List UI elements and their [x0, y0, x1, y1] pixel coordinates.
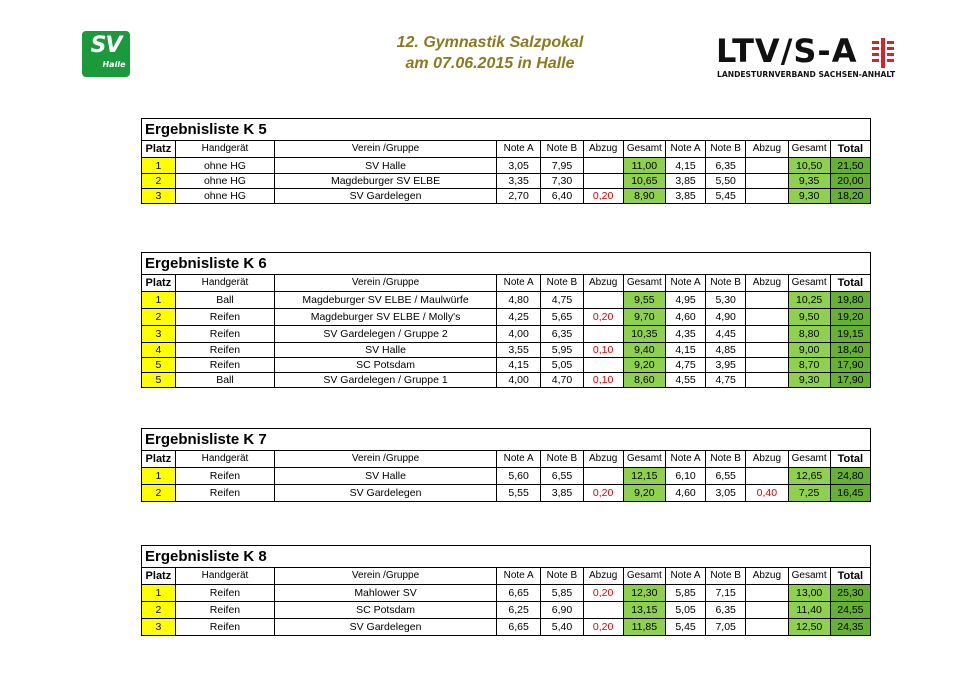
cell-gesamt-2: 10,50 [788, 158, 830, 174]
column-header-note-a-1: Note A [496, 141, 540, 158]
cell-note-a-1: 6,65 [496, 619, 540, 636]
cell-total: 18,20 [830, 189, 870, 204]
table-title: Ergebnisliste K 8 [141, 545, 871, 567]
cell-total: 24,55 [830, 602, 870, 619]
table-row [142, 343, 871, 358]
cell-note-a-1: 3,55 [496, 343, 540, 358]
cell-note-a-1: 6,65 [496, 585, 540, 602]
cell-platz: 3 [142, 189, 176, 204]
cell-note-a-2: 3,85 [665, 174, 705, 189]
cell-gesamt-1: 8,60 [623, 373, 665, 388]
cell-gesamt-2: 7,25 [788, 485, 830, 502]
column-header-verein: Verein /Gruppe [275, 451, 497, 468]
cell-note-a-1: 3,35 [496, 174, 540, 189]
cell-abzug-2 [746, 158, 788, 174]
column-header-note-a-1: Note A [496, 275, 540, 292]
cell-platz: 5 [142, 373, 176, 388]
cell-note-b-1: 6,55 [541, 468, 583, 485]
cell-note-b-1: 5,65 [541, 309, 583, 326]
cell-abzug-2 [746, 602, 788, 619]
cell-total: 16,45 [830, 485, 870, 502]
cell-gesamt-2: 9,30 [788, 189, 830, 204]
cell-note-b-2: 4,90 [706, 309, 746, 326]
cell-gesamt-2: 9,30 [788, 373, 830, 388]
cell-abzug-2 [746, 343, 788, 358]
cell-abzug-1: 0,20 [583, 189, 623, 204]
cell-note-b-1: 6,35 [541, 326, 583, 343]
cell-note-b-2: 6,35 [706, 158, 746, 174]
cell-platz: 2 [142, 309, 176, 326]
cell-abzug-1: 0,10 [583, 373, 623, 388]
column-header-abzug-2: Abzug [746, 451, 788, 468]
cell-verein: SC Potsdam [275, 602, 497, 619]
cell-abzug-2 [746, 326, 788, 343]
column-header-abzug-2: Abzug [746, 141, 788, 158]
cell-gesamt-1: 11,00 [623, 158, 665, 174]
cell-total: 25,30 [830, 585, 870, 602]
ltv-logo-subtitle: LANDESTURNVERBAND SACHSEN-ANHALT [717, 70, 896, 79]
column-header-abzug-1: Abzug [583, 451, 623, 468]
cell-handgeraet: Reifen [175, 485, 274, 502]
table-row [142, 309, 871, 326]
column-header-verein: Verein /Gruppe [275, 141, 497, 158]
cell-gesamt-1: 13,15 [623, 602, 665, 619]
cell-note-a-1: 5,55 [496, 485, 540, 502]
cell-note-a-2: 3,85 [665, 189, 705, 204]
cell-gesamt-1: 9,55 [623, 292, 665, 309]
cell-abzug-2 [746, 468, 788, 485]
cell-verein: SV Gardelegen [275, 189, 497, 204]
cell-note-b-1: 6,90 [541, 602, 583, 619]
cell-platz: 4 [142, 343, 176, 358]
cell-note-b-1: 5,95 [541, 343, 583, 358]
table-row [142, 158, 871, 174]
cell-platz: 1 [142, 468, 176, 485]
column-header-note-b-1: Note B [541, 275, 583, 292]
cell-note-a-1: 4,15 [496, 358, 540, 373]
column-header-note-a-1: Note A [496, 451, 540, 468]
cell-abzug-1 [583, 468, 623, 485]
cell-note-a-2: 4,15 [665, 343, 705, 358]
cell-total: 24,35 [830, 619, 870, 636]
cell-abzug-1: 0,20 [583, 585, 623, 602]
column-header-total: Total [830, 451, 870, 468]
cell-total: 21,50 [830, 158, 870, 174]
cell-handgeraet: Reifen [175, 326, 274, 343]
column-header-note-a-2: Note A [665, 568, 705, 585]
cell-note-a-2: 4,55 [665, 373, 705, 388]
column-header-platz: Platz [142, 568, 176, 585]
table-row [142, 585, 871, 602]
cell-gesamt-2: 9,00 [788, 343, 830, 358]
cell-abzug-2 [746, 292, 788, 309]
cell-verein: Mahlower SV [275, 585, 497, 602]
cell-abzug-1 [583, 158, 623, 174]
cell-note-a-2: 5,85 [665, 585, 705, 602]
column-header-handgeraet: Handgerät [175, 141, 274, 158]
cell-note-b-2: 7,05 [706, 619, 746, 636]
cell-note-a-2: 6,10 [665, 468, 705, 485]
cell-note-b-2: 6,35 [706, 602, 746, 619]
column-header-note-a-1: Note A [496, 568, 540, 585]
table-row [142, 468, 871, 485]
table-title: Ergebnisliste K 6 [141, 252, 871, 274]
column-header-gesamt-1: Gesamt [623, 451, 665, 468]
cell-handgeraet: Reifen [175, 343, 274, 358]
cell-verein: Magdeburger SV ELBE / Maulwürfe [275, 292, 497, 309]
cell-note-a-1: 6,25 [496, 602, 540, 619]
cell-note-b-2: 3,95 [706, 358, 746, 373]
cell-abzug-2 [746, 585, 788, 602]
table-row [142, 189, 871, 204]
cell-platz: 1 [142, 158, 176, 174]
cell-note-b-1: 5,05 [541, 358, 583, 373]
column-header-total: Total [830, 141, 870, 158]
cell-abzug-2 [746, 174, 788, 189]
cell-total: 19,80 [830, 292, 870, 309]
ltv-logo-text: LTV/S-A [716, 32, 858, 70]
cell-note-b-1: 4,75 [541, 292, 583, 309]
cell-note-b-2: 5,50 [706, 174, 746, 189]
column-header-note-b-2: Note B [706, 275, 746, 292]
cell-note-a-1: 4,00 [496, 373, 540, 388]
cell-note-b-1: 5,85 [541, 585, 583, 602]
cell-platz: 2 [142, 602, 176, 619]
cell-note-b-2: 5,45 [706, 189, 746, 204]
column-header-platz: Platz [142, 275, 176, 292]
column-header-note-b-1: Note B [541, 568, 583, 585]
column-header-note-b-1: Note B [541, 141, 583, 158]
cell-note-a-2: 4,60 [665, 485, 705, 502]
cell-gesamt-2: 9,35 [788, 174, 830, 189]
cell-abzug-1 [583, 602, 623, 619]
table-row [142, 485, 871, 502]
results-table [141, 450, 871, 502]
cell-abzug-1 [583, 174, 623, 189]
cell-handgeraet: Reifen [175, 358, 274, 373]
table-row [142, 619, 871, 636]
cell-gesamt-2: 12,65 [788, 468, 830, 485]
cell-verein: SV Gardelegen / Gruppe 2 [275, 326, 497, 343]
table-row [142, 326, 871, 343]
cell-total: 19,20 [830, 309, 870, 326]
column-header-handgeraet: Handgerät [175, 451, 274, 468]
cell-platz: 1 [142, 292, 176, 309]
column-header-abzug-1: Abzug [583, 568, 623, 585]
cell-note-a-2: 4,15 [665, 158, 705, 174]
cell-gesamt-1: 12,30 [623, 585, 665, 602]
results-table-k7 [141, 428, 871, 502]
column-header-platz: Platz [142, 141, 176, 158]
results-table [141, 140, 871, 204]
cell-gesamt-1: 9,20 [623, 485, 665, 502]
column-header-note-b-2: Note B [706, 568, 746, 585]
cell-abzug-2 [746, 373, 788, 388]
header-row [142, 568, 871, 585]
cell-handgeraet: ohne HG [175, 174, 274, 189]
cell-note-b-2: 7,15 [706, 585, 746, 602]
cell-note-a-2: 4,75 [665, 358, 705, 373]
cell-platz: 2 [142, 174, 176, 189]
column-header-note-b-2: Note B [706, 141, 746, 158]
column-header-verein: Verein /Gruppe [275, 568, 497, 585]
cell-note-a-1: 3,05 [496, 158, 540, 174]
cell-verein: SV Gardelegen [275, 619, 497, 636]
table-row [142, 292, 871, 309]
cell-note-a-2: 4,60 [665, 309, 705, 326]
cell-note-a-2: 4,95 [665, 292, 705, 309]
sv-halle-logo [82, 31, 130, 77]
column-header-handgeraet: Handgerät [175, 568, 274, 585]
cell-note-b-2: 4,85 [706, 343, 746, 358]
cell-handgeraet: Reifen [175, 309, 274, 326]
column-header-abzug-1: Abzug [583, 141, 623, 158]
cell-verein: Magdeburger SV ELBE / Molly's [275, 309, 497, 326]
cell-gesamt-2: 13,00 [788, 585, 830, 602]
cell-note-b-2: 5,30 [706, 292, 746, 309]
cell-note-b-2: 4,45 [706, 326, 746, 343]
cell-platz: 3 [142, 326, 176, 343]
table-row [142, 358, 871, 373]
header-row [142, 451, 871, 468]
results-table-k6 [141, 252, 871, 388]
cell-handgeraet: ohne HG [175, 189, 274, 204]
cell-verein: SV Halle [275, 158, 497, 174]
cell-abzug-1: 0,20 [583, 485, 623, 502]
cell-handgeraet: Ball [175, 373, 274, 388]
table-row [142, 174, 871, 189]
cell-handgeraet: Reifen [175, 468, 274, 485]
table-title: Ergebnisliste K 7 [141, 428, 871, 450]
cell-gesamt-1: 9,20 [623, 358, 665, 373]
cell-note-a-1: 5,60 [496, 468, 540, 485]
cell-gesamt-2: 10,25 [788, 292, 830, 309]
cell-note-b-1: 4,70 [541, 373, 583, 388]
cell-note-a-2: 5,05 [665, 602, 705, 619]
cell-gesamt-1: 8,90 [623, 189, 665, 204]
cell-platz: 1 [142, 585, 176, 602]
cell-handgeraet: Reifen [175, 619, 274, 636]
cell-abzug-2 [746, 309, 788, 326]
results-table [141, 567, 871, 636]
header-row [142, 275, 871, 292]
results-table [141, 274, 871, 388]
column-header-gesamt-2: Gesamt [788, 141, 830, 158]
column-header-note-a-2: Note A [665, 141, 705, 158]
cell-platz: 3 [142, 619, 176, 636]
cell-verein: SV Gardelegen / Gruppe 1 [275, 373, 497, 388]
cell-note-b-1: 6,40 [541, 189, 583, 204]
column-header-abzug-1: Abzug [583, 275, 623, 292]
cell-note-b-1: 7,30 [541, 174, 583, 189]
cell-gesamt-2: 12,50 [788, 619, 830, 636]
cell-note-a-1: 2,70 [496, 189, 540, 204]
cell-platz: 2 [142, 485, 176, 502]
cell-abzug-2 [746, 358, 788, 373]
cell-gesamt-1: 10,35 [623, 326, 665, 343]
cell-note-a-2: 4,35 [665, 326, 705, 343]
column-header-gesamt-2: Gesamt [788, 275, 830, 292]
logo-halle-text: Halle [102, 60, 126, 69]
turner-cross-icon [868, 38, 898, 68]
cell-verein: Magdeburger SV ELBE [275, 174, 497, 189]
cell-handgeraet: Reifen [175, 585, 274, 602]
column-header-note-a-2: Note A [665, 451, 705, 468]
cell-verein: SC Potsdam [275, 358, 497, 373]
cell-abzug-2 [746, 189, 788, 204]
cell-total: 17,90 [830, 373, 870, 388]
page-title-line1: 12. Gymnastik Salzpokal [396, 34, 584, 51]
cell-gesamt-1: 9,70 [623, 309, 665, 326]
cell-handgeraet: ohne HG [175, 158, 274, 174]
cell-gesamt-1: 10,65 [623, 174, 665, 189]
column-header-gesamt-1: Gesamt [623, 568, 665, 585]
cell-abzug-1: 0,20 [583, 309, 623, 326]
cell-note-b-2: 6,55 [706, 468, 746, 485]
cell-handgeraet: Ball [175, 292, 274, 309]
results-table-k8 [141, 545, 871, 636]
column-header-gesamt-2: Gesamt [788, 568, 830, 585]
cell-verein: SV Gardelegen [275, 485, 497, 502]
column-header-note-b-2: Note B [706, 451, 746, 468]
cell-abzug-1 [583, 326, 623, 343]
cell-note-b-1: 7,95 [541, 158, 583, 174]
cell-gesamt-1: 11,85 [623, 619, 665, 636]
cell-note-b-1: 3,85 [541, 485, 583, 502]
column-header-gesamt-1: Gesamt [623, 141, 665, 158]
header-row [142, 141, 871, 158]
cell-abzug-2 [746, 619, 788, 636]
column-header-handgeraet: Handgerät [175, 275, 274, 292]
column-header-total: Total [830, 275, 870, 292]
column-header-note-a-2: Note A [665, 275, 705, 292]
cell-total: 24,80 [830, 468, 870, 485]
cell-note-a-1: 4,80 [496, 292, 540, 309]
column-header-total: Total [830, 568, 870, 585]
cell-total: 17,90 [830, 358, 870, 373]
cell-gesamt-1: 12,15 [623, 468, 665, 485]
cell-total: 19,15 [830, 326, 870, 343]
column-header-verein: Verein /Gruppe [275, 275, 497, 292]
cell-note-a-1: 4,00 [496, 326, 540, 343]
cell-abzug-1 [583, 358, 623, 373]
cell-gesamt-2: 8,80 [788, 326, 830, 343]
column-header-abzug-2: Abzug [746, 275, 788, 292]
results-table-k5 [141, 118, 871, 204]
column-header-gesamt-2: Gesamt [788, 451, 830, 468]
cell-note-b-2: 3,05 [706, 485, 746, 502]
table-row [142, 602, 871, 619]
cell-abzug-1 [583, 292, 623, 309]
cell-note-b-2: 4,75 [706, 373, 746, 388]
column-header-abzug-2: Abzug [746, 568, 788, 585]
cell-total: 20,00 [830, 174, 870, 189]
cell-verein: SV Halle [275, 343, 497, 358]
column-header-platz: Platz [142, 451, 176, 468]
column-header-note-b-1: Note B [541, 451, 583, 468]
cell-abzug-1: 0,20 [583, 619, 623, 636]
table-title: Ergebnisliste K 5 [141, 118, 871, 140]
cell-verein: SV Halle [275, 468, 497, 485]
cell-platz: 5 [142, 358, 176, 373]
page-title-line2: am 07.06.2015 in Halle [405, 55, 575, 72]
cell-abzug-2: 0,40 [746, 485, 788, 502]
cell-total: 18,40 [830, 343, 870, 358]
cell-note-a-2: 5,45 [665, 619, 705, 636]
logo-sv-text: SV [90, 33, 122, 58]
cell-gesamt-2: 11,40 [788, 602, 830, 619]
cell-gesamt-2: 9,50 [788, 309, 830, 326]
cell-note-b-1: 5,40 [541, 619, 583, 636]
cell-note-a-1: 4,25 [496, 309, 540, 326]
cell-gesamt-1: 9,40 [623, 343, 665, 358]
table-row [142, 373, 871, 388]
cell-gesamt-2: 8,70 [788, 358, 830, 373]
cell-handgeraet: Reifen [175, 602, 274, 619]
cell-abzug-1: 0,10 [583, 343, 623, 358]
column-header-gesamt-1: Gesamt [623, 275, 665, 292]
